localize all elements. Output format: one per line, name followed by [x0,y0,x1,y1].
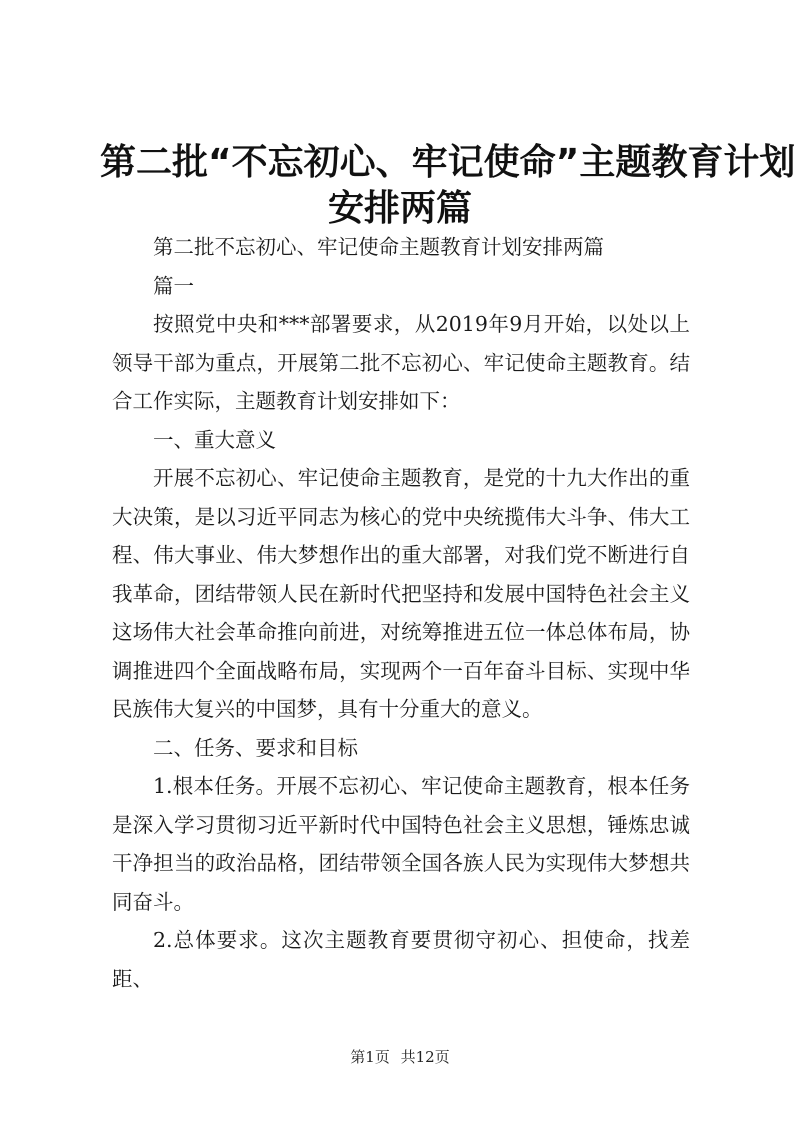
fundamental-task-paragraph: 1.根本任务。开展不忘初心、牢记使命主题教育，根本任务是深入学习贯彻习近平新时代中国特色社会主义思想，锤炼忠诚干净担当的政治品格，团结带领全国各族人民为实现伟大梦想共同奋斗。 [112,774,690,914]
page-footer [0,1046,800,1067]
overall-requirement-paragraph: 2.总体要求。这次主题教育要贯彻守初心、担使命，找差距、 [112,928,690,991]
heading-significance: 一、重大意义 [153,427,276,452]
section-label-part-one: 篇一 [153,273,194,298]
page-total: 共12页 [400,1048,450,1066]
title-line-1: 第二批“不忘初心、牢记使命”主题教育计划 [100,142,796,183]
title-line-2: 安排两篇 [327,188,472,229]
significance-paragraph: 开展不忘初心、牢记使命主题教育，是党的十九大作出的重大决策，是以习近平同志为核心的党中央统揽伟大斗争、伟大工程、伟大事业、伟大梦想作出的重大部署，对我们党不断进行自我革命，团结带领人民在新时代把坚持和发展中国特色社会主义这场伟大社会革命推向前进，对统筹推进五位一体总体布局，协调推进四个全面战略布局，实现两个一百年奋斗目标、实现中华民族伟大复兴的中国梦，具有十分重大的意义。 [112,466,690,721]
intro-paragraph: 按照党中央和***部署要求，从2019年9月开始，以处以上领导干部为重点，开展第二批不忘初心、牢记使命主题教育。结合工作实际，主题教育计划安排如下： [112,312,690,413]
document-body [112,228,690,998]
subtitle-paragraph: 第二批不忘初心、牢记使命主题教育计划安排两篇 [153,235,604,259]
heading-tasks-goals: 二、任务、要求和目标 [153,735,358,760]
document-title [100,140,796,232]
page-number: 第1页 [350,1048,390,1066]
